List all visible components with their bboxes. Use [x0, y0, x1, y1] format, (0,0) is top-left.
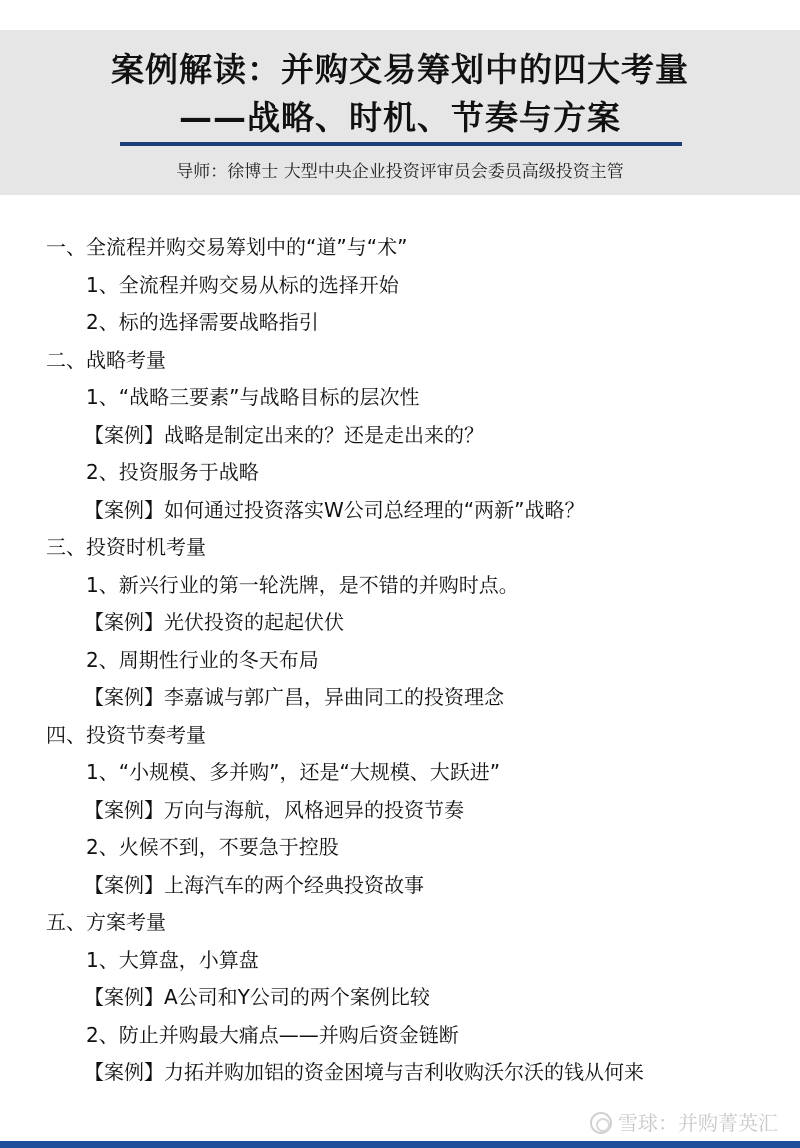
outline-subitem: 1、大算盘，小算盘: [86, 947, 259, 972]
outline-subitem: 2、标的选择需要战略指引: [86, 310, 319, 334]
outline-subitem: 2、火候不到，不要急于控股: [86, 835, 339, 859]
header-banner: [0, 30, 800, 195]
outline-section-heading: 一、全流程并购交易筹划中的“道”与“术”: [46, 235, 408, 259]
outline-case-item: 【案例】万向与海航，风格迥异的投资节奏: [84, 797, 464, 822]
outline-section-heading: 五、方案考量: [46, 910, 166, 934]
title-divider: [120, 142, 682, 146]
watermark: [590, 1108, 778, 1138]
outline-subitem: 2、投资服务于战略: [86, 460, 259, 484]
watermark-text: 雪球：并购菁英汇: [618, 1111, 778, 1135]
snowball-icon: [590, 1112, 612, 1134]
outline-section-heading: 四、投资节奏考量: [46, 722, 206, 747]
outline-subitem: 2、周期性行业的冬天布局: [86, 647, 319, 672]
outline-subitem: 1、“小规模、多并购”，还是“大规模、大跃进”: [86, 760, 501, 784]
outline-subitem: 2、防止并购最大痛点——并购后资金链断: [86, 1022, 459, 1047]
instructor-line: 导师：徐博士 大型中央企业投资评审员会委员高级投资主管: [176, 162, 624, 182]
outline-section-heading: 三、投资时机考量: [46, 535, 206, 559]
outline-case-item: 【案例】上海汽车的两个经典投资故事: [84, 872, 424, 897]
page-title: 案例解读：并购交易筹划中的四大考量: [111, 50, 689, 89]
outline-subitem: 1、“战略三要素”与战略目标的层次性: [86, 385, 420, 409]
bottom-accent-bar: [0, 1141, 800, 1148]
outline-case-item: 【案例】光伏投资的起起伏伏: [84, 610, 344, 634]
outline-case-item: 【案例】A公司和Y公司的两个案例比较: [84, 985, 430, 1009]
outline-case-item: 【案例】如何通过投资落实W公司总经理的“两新”战略？: [84, 497, 585, 522]
outline-case-item: 【案例】战略是制定出来的？还是走出来的？: [84, 422, 484, 447]
outline-subitem: 1、全流程并购交易从标的选择开始: [86, 272, 399, 297]
outline-case-item: 【案例】力拓并购加铝的资金困境与吉利收购沃尔沃的钱从何来: [84, 1060, 644, 1084]
outline-subitem: 1、新兴行业的第一轮洗牌，是不错的并购时点。: [86, 572, 519, 597]
outline-case-item: 【案例】李嘉诚与郭广昌，异曲同工的投资理念: [84, 685, 504, 709]
outline-section-heading: 二、战略考量: [46, 347, 166, 372]
page-subtitle-title: ——战略、时机、节奏与方案: [179, 98, 621, 137]
